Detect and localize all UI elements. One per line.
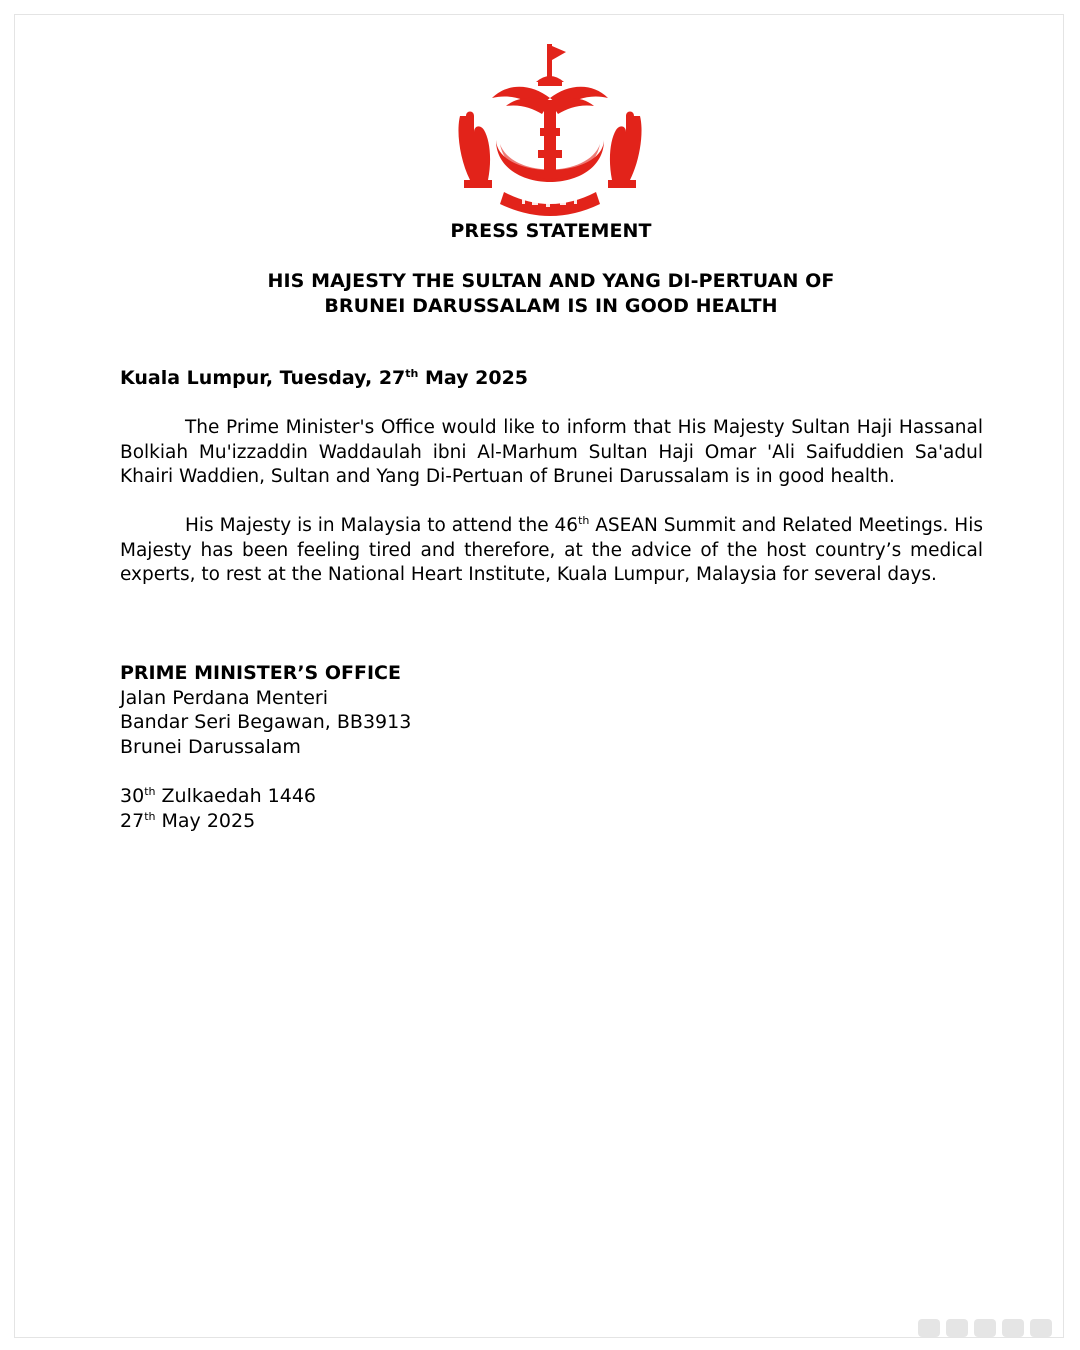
issue-dates bbox=[120, 784, 316, 833]
signature-block bbox=[120, 661, 411, 759]
hijri-ordinal: th bbox=[144, 785, 156, 798]
headline bbox=[120, 269, 982, 319]
hijri-day: 30 bbox=[120, 785, 145, 807]
hijri-date bbox=[120, 784, 316, 809]
gregorian-month-year: May 2025 bbox=[155, 809, 256, 832]
address-line-2: Bandar Seri Begawan, BB3913 bbox=[120, 711, 412, 734]
gregorian-ordinal: th bbox=[144, 809, 156, 823]
dateline-rest: May 2025 bbox=[418, 367, 529, 389]
dateline-prefix: Kuala Lumpur, Tuesday, 27 bbox=[120, 367, 406, 389]
paragraph-2-ordinal: th bbox=[578, 514, 590, 527]
gregorian-day: 27 bbox=[120, 809, 145, 832]
gregorian-date bbox=[120, 809, 316, 834]
dateline-ordinal: th bbox=[405, 367, 419, 380]
office-name: PRIME MINISTER’S OFFICE bbox=[120, 662, 401, 684]
headline-line-2: BRUNEI DARUSSALAM IS IN GOOD HEALTH bbox=[324, 295, 778, 317]
headline-line-1: HIS MAJESTY THE SULTAN AND YANG DI-PERTUAN OF bbox=[267, 270, 835, 292]
address-line-3: Brunei Darussalam bbox=[120, 735, 301, 758]
body-paragraph-2 bbox=[120, 514, 983, 588]
brunei-crest-emblem bbox=[452, 40, 648, 220]
paragraph-2-end: ASEAN Summit and Related Meetings. His Majesty has been feeling tired and therefore, at the advice of the host country’s medical experts, to rest at the National Heart Institute, Kuala Lumpur, Malaysia for several days. bbox=[120, 515, 983, 586]
hijri-month-year: Zulkaedah 1446 bbox=[155, 785, 317, 807]
dateline bbox=[120, 367, 528, 389]
paragraph-2-start: His Majesty is in Malaysia to attend the 46 bbox=[185, 515, 579, 536]
watermark bbox=[916, 1316, 1066, 1340]
press-statement-label: PRESS STATEMENT bbox=[450, 220, 652, 242]
body-paragraph-1: The Prime Minister's Office would like to inform that His Majesty Sultan Haji Hassanal Bolkiah Mu'izzaddin Waddaulah ibni Al-Marhum Sultan Haji Omar 'Ali Saifuddien Sa'adul Khairi Waddien, Sultan and Yang Di-Pertuan of Brunei Darussalam is in good health. bbox=[120, 417, 983, 488]
address-line-1: Jalan Perdana Menteri bbox=[120, 686, 328, 709]
